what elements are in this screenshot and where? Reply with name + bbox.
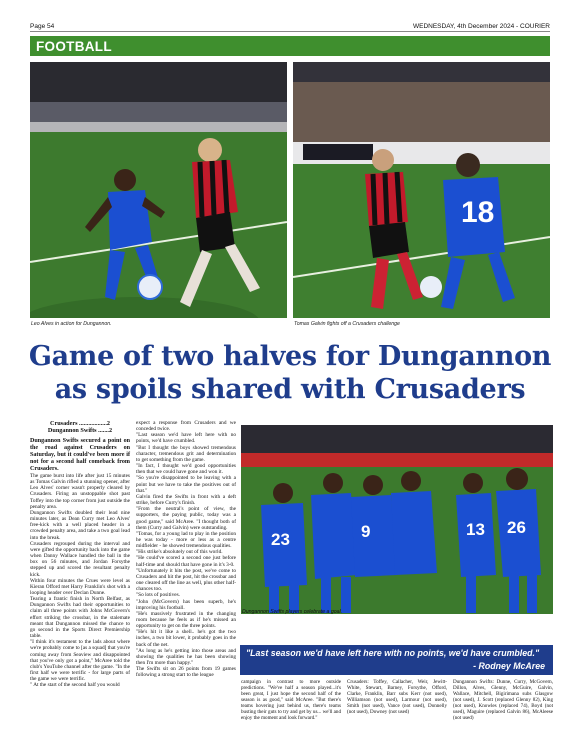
paragraph: Tearing a frantic finish in North Belfast, as Dungannon Swifts had their opportunities to claim all three points with Johns McGovern's effort striking the crossbar, in the stalemate meant that Dungannon missed the chance to go second in the Sports Direct Premiership table. [30, 596, 130, 640]
headline-line-1: Game of two halves for Dungannon [28, 341, 552, 372]
article-lead: Dungannon Swifts secured a point on the road against Crusaders on Saturday, but it could've been more if not for a second half comeback from Crusaders. [30, 438, 130, 472]
score-crusaders: Crusaders ..................2 [50, 420, 110, 427]
paragraph: The Swifts sit on 26 points from 19 games following a strong start to the league [136, 666, 236, 679]
paragraph: "But I thought the boys showed tremendous character, tremendous grit and determination to get something from the game. [136, 444, 236, 463]
svg-text:9: 9 [361, 522, 371, 541]
paragraph: "From the neutral's point of view, the supporters, the paying public, today was a good game," said McAree. "I thought both of them (Curry and Galvin) were outstanding. [136, 506, 236, 531]
page-number: Page 54 [30, 23, 55, 30]
photo-image [30, 62, 287, 318]
photo-caption-3: Dungannon Swifts players celebrate a goal. [242, 609, 343, 615]
section-banner [30, 36, 550, 56]
paragraph: "He could've scored a second one just before half-time and should that have gone in it's 3-0. [136, 555, 236, 568]
paragraph: "So lots of positives. [136, 592, 180, 599]
paragraph: "John (McGovern) has been superb, he's improving his football. [136, 598, 236, 611]
paragraph: "I think it's testament to the lads about where we're probably come to [as a squad] that you're coming away from Seaview and disappointed that you've only got a point," McAree told the club's YouTube channel after the game. "In the first half we were terrific - for large parts of the game we were terrific. [30, 639, 130, 683]
svg-text:23: 23 [271, 530, 290, 549]
score-dungannon: Dungannon Swifts .......2 [47, 427, 113, 434]
svg-text:18: 18 [461, 196, 495, 229]
pull-quote-attribution: - Rodney McAree [473, 661, 545, 671]
dateline: WEDNESDAY, 4th December 2024 - COURIER [412, 23, 550, 30]
article-column-2 [136, 420, 236, 679]
photo-image [293, 62, 550, 318]
page-header [30, 22, 550, 32]
pull-quote-text: "Last season we'd have left here with no points, we'd have crumbled." [246, 648, 540, 658]
paragraph: "He's massively frustrated in the changing room because he feels as if he's missed an opportunity to get on the three points. [136, 610, 236, 630]
photo-image [241, 425, 553, 614]
paragraph: "His strike's absolutely out of this world. [136, 549, 223, 556]
paragraph: "As long as he's getting into those areas and showing the qualities he has been showing then I'm more than happy." [136, 647, 236, 667]
photo-tomas-galvin [293, 62, 550, 318]
headline-line-2: as spoils shared with Crusaders [54, 374, 526, 405]
paragraph: Dungannon Swifts doubled their lead nine minutes later, as Dean Curry met Leo Alves' free-kick with a well placed header in a crowded penalty area, and take a two goal lead into the break. [30, 509, 130, 541]
paragraph: "Last season we'd have left here with no points, we'd have crumbled. [136, 432, 236, 445]
paragraph: "He's hit it like a shell.. he's got the two inches, a two bit lower, it probably goes in the back of the net. [136, 629, 236, 648]
paragraph: expect a response from Crusaders and we conceded twice. [136, 420, 236, 433]
photo-caption-1: Leo Alves in action for Dungannon. [31, 321, 112, 327]
paragraph: Galvin fired the Swifts in front with a deft strike, before Curry's finish. [136, 493, 236, 507]
paragraph: "Tomas, for a young lad to play in the position he was today - more or less as a centre midfielder - he showed tremendous qualities. [136, 530, 236, 550]
svg-text:26: 26 [507, 518, 526, 537]
svg-text:13: 13 [466, 520, 485, 539]
paragraph: " At the start of the second half you would [30, 682, 120, 689]
photo-celebration [241, 425, 553, 614]
section-title: FOOTBALL [36, 39, 112, 54]
paragraph: "Unfortunately it hits the post, we've come to Crusaders and hit the post, hit the crossbar and one cleared off the line as well, plus other half-chances too. [136, 567, 236, 593]
lineup-dungannon: Dungannon Swifts: Dunne, Curry, McGovern, Dillon, Alves, Glenny, McGuire, Galvin, Wallace, Mitchell, Bigirimana subs Glasgow (not used), J. Scott (replaced Glenny 82), King (not used), Knowles (replaced 74), Boyd (not used), Maguire (replaced Galvin 86), McAleese (not used) [453, 679, 553, 721]
headline [20, 340, 560, 406]
article-column-3: campaign in contrast to more outside predictions. "We've half a season played...it's been great, I just hope the second half of the season is as good," said McAree. "But there's teams hovering just behind us, there's teams busting their guts to try and get by us... we'll and enjoy the moment and look forward." [241, 679, 341, 721]
article-column-1 [30, 420, 130, 688]
photo-leo-alves [30, 62, 287, 318]
pull-quote [240, 645, 553, 675]
paragraph: Crusaders regrouped during the interval and were gifted the opportunity back into the game when Danny Wallace handled the ball in the box on 56 minutes, and Jordan Forsythe stepped up and scored the resultant penalty kick. [30, 540, 130, 578]
lineup-crusaders: Crusaders: Toffey, Callacher, Weir, Jewitt-White, Stewart, Barney, Forsythe, Offord, Clarke, Franklin, Barr subs Kerr (not used), Williamson (not used), Larmour (not used), Smith (not used), Vance (not used), Donnelly (not used), Downey (not used) [347, 679, 447, 715]
paragraph: The game burst into life after just 15 minutes as Tomas Galvin rifled a stunning opener, after Leo Alves' corner wasn't properly cleared by Crusaders. Firing an unstoppable shot past Toffey into the top corner from just outside the penalty area. [30, 473, 130, 510]
paragraph: "In fact, I thought we'd good opportunities then that we could have gone and won it. [136, 463, 236, 476]
photo-caption-2: Tomas Galvin fights off a Crusaders challenge [294, 321, 400, 327]
paragraph: "So you're disappointed to be leaving with a point but we have to take the positives out of that." [136, 475, 236, 494]
paragraph: Within four minutes the Crues were level as Kieran Offord met Harry Franklin's shot with a looping header over Declan Dunne. [30, 577, 130, 596]
